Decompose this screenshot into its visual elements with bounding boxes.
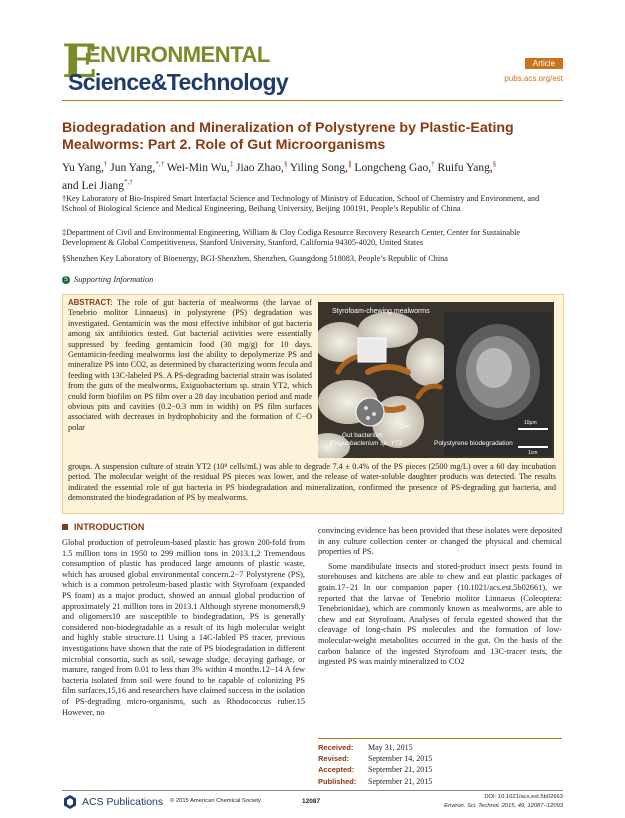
intro-paragraph: convincing evidence has been provided that these isolates were deposited in any culture collection center or changed the physical and chemical properties of PS. <box>318 526 562 557</box>
article-dates <box>318 742 562 787</box>
article-type-badge: Article <box>525 58 563 69</box>
journal-url-link[interactable]: pubs.acs.org/est <box>504 74 563 83</box>
affiliation: §Shenzhen Key Laboratory of Bioenergy, BGI-Shenzhen, Shenzhen, Guangdong 518083, People’s Republic of China <box>62 254 448 263</box>
toc-label-strain: Exiguobacterium sp. YT2 <box>330 440 403 447</box>
dates-divider <box>318 738 562 739</box>
journal-logo-line2: Science&Technology <box>68 69 289 95</box>
author[interactable]: Yu Yang,† <box>62 160 108 174</box>
intro-paragraph: Global production of petroleum-based plastic has grown 200-fold from 1.5 million tons in 1950 to 299 million tons in 2013.1,2 Tremendous consumption of plastic has produced large amounts of plastic waste, which has aroused global environmental concern.2−7 Polystyrene (PS), which is a common petroleum-based plastic with Styrofoam (expanded PS foam) as a major product, showed an annual global production of approximately 21 million tons in 2013.1 Although styrene monomers8,9 and oligomers10 are susceptible to biodegradation, PS is generally considered non-biodegradable as a result of its high molecular weight and highly stable structure.11 Using a 14C-labled PS tracer, previous investigations have shown that the rate of PS biodegradation in different microbial consortia, such as soil, sewage sludge, decaying garbage, or manure, ranged from 0.01 to less than 3% within 4 months.12−14 A few bacteria isolated from soil were found to be capable of colonizing PS film surfaces,15,16 and researchers have claimed success in the isolation of PS-degrading micro-organisms, such as Rhodococcus ruber.15 However, no <box>62 538 305 717</box>
date-revised: Revised: September 14, 2015 <box>318 754 433 764</box>
date-received: Received: May 31, 2015 <box>318 743 413 752</box>
toc-scale-10um: 10μm <box>524 420 537 426</box>
affiliation: ‡Department of Civil and Environmental Engineering, William & Cloy Codiga Resource Recovery Research Center, Center for Sustainable Development & Global Competitiveness, Stanford University, Stanford, California 94305-4020, United States <box>62 228 521 248</box>
abstract-label: ABSTRACT: <box>68 298 113 307</box>
author[interactable]: Yiling Song,∥ <box>289 160 352 174</box>
toc-label-biodegradation: Polystyrene biodegradation <box>434 440 513 447</box>
toc-label-gut-bacterium: Gut bacterium <box>342 432 383 439</box>
citation: Environ. Sci. Technol. 2015, 49, 12087−12093 <box>444 803 563 809</box>
page-number: 12087 <box>302 798 321 805</box>
supporting-info-link[interactable]: S Supporting Information <box>62 275 153 284</box>
toc-graphic <box>318 302 554 458</box>
abstract-text: ABSTRACT: The role of gut bacteria of mealworms (the larvae of Tenebrio molitor Linnaeus) in polystyrene (PS) degradation was investigated. Gentamicin was the most effective inhibitor of gut bacteria among six antibiotics tested. Gut bacterial activities were essentially suppressed by feeding gentamicin food (30 mg/g) for 10 days. Gentamicin-feeding mealworms lost the ability to depolymerize PS and mineralize PS into CO2, as determined by characterizing worm fecula and feeding with 13C-labeled PS. A PS-degrading bacterial strain was isolated from the guts of the mealworms, Exiguobacterium sp. strain YT2, which could form biofilm on PS film over a 28 day incubation period and made obvious pits and cavities (0.2−0.3 mm in width) on PS film surfaces associated with decreases in hydrophobicity and the formation of C−O polar <box>68 298 312 432</box>
copyright: © 2015 American Chemical Society <box>170 798 261 804</box>
affiliation: †Key Laboratory of Bio-Inspired Smart Interfacial Science and Technology of Ministry of Education, School of Chemistry and Environment, and ‖School of Biological Science and Medical Engineering, Beihang University, Beijing 100191, People’s Republic of China <box>62 194 540 214</box>
toc-scale-1cm: 1cm <box>528 450 538 456</box>
author[interactable]: Jiao Zhao,§ <box>236 160 288 174</box>
acs-publications-logo[interactable]: ACS Publications <box>62 794 163 810</box>
author[interactable]: Wei-Min Wu,‡ <box>166 160 234 174</box>
intro-column-2 <box>318 526 562 668</box>
author[interactable]: Longcheng Gao,† <box>354 160 435 174</box>
intro-column-1 <box>62 538 305 718</box>
header-divider <box>62 100 563 101</box>
author[interactable]: Ruifu Yang,§ <box>437 160 497 174</box>
author[interactable]: Jun Yang,*,† <box>110 160 165 174</box>
article-title: Biodegradation and Mineralization of Polystyrene by Plastic-Eating Mealworms: Part 2. Role of Gut Microorganisms <box>62 120 514 153</box>
supporting-info-icon: S <box>62 276 70 284</box>
doi-link[interactable]: DOI: 10.1021/acs.est.5b02663 <box>484 794 563 800</box>
section-square-icon <box>62 524 68 530</box>
author[interactable]: and Lei Jiang*,† <box>62 178 133 193</box>
toc-label-mealworms: Styrofoam-chewing mealworms <box>332 308 430 315</box>
journal-logo-e: E <box>62 34 98 88</box>
author-list <box>62 157 562 194</box>
toc-scale-2um: 2μm <box>400 424 410 430</box>
date-published: Published: September 21, 2015 <box>318 776 433 786</box>
acs-hexagon-icon <box>62 794 78 810</box>
intro-paragraph: Some mandibulate insects and stored-product insect pests found in storehouses and kitchens are able to chew and eat plastic packages of grain.17−21 In our companion paper (10.1021/acs.est.5b02661), we reported that the larvae of Tenebrio molitor Linnaeus (Coleoptera: Tenebrionidae), which are commonly known as mealworms, are able to chew and eat Styrofoam. Analyses of fecula egested showed that the cleavage of long-chain PS molecules and the formation of low-molecular-weight metabolites occurred in the gut. On the basis of the carbon balance of the ingested Styrofoam and 13C-tracer tests, the ingested PS was mainly mineralized to CO2 <box>318 561 562 667</box>
intro-heading: INTRODUCTION <box>62 522 144 532</box>
footer-divider <box>62 790 563 791</box>
date-accepted: Accepted: September 21, 2015 <box>318 765 433 775</box>
abstract-text-continued: groups. A suspension culture of strain YT2 (10⁸ cells/mL) was able to degrade 7.4 ± 0.4% of the PS pieces (2500 mg/L) over a 60 day incubation period. The molecular weight of the residual PS pieces was lower, and the release of water-soluble daughter products was detected. The results indicated the essential role of gut bacteria in PS biodegradation and mineralization, confirmed the presence of PS-degrading gut bacteria, and demonstrated the biodegradation of PS by mealworms. <box>68 462 556 503</box>
journal-logo-line1: ENVIRONMENTAL <box>86 42 270 67</box>
